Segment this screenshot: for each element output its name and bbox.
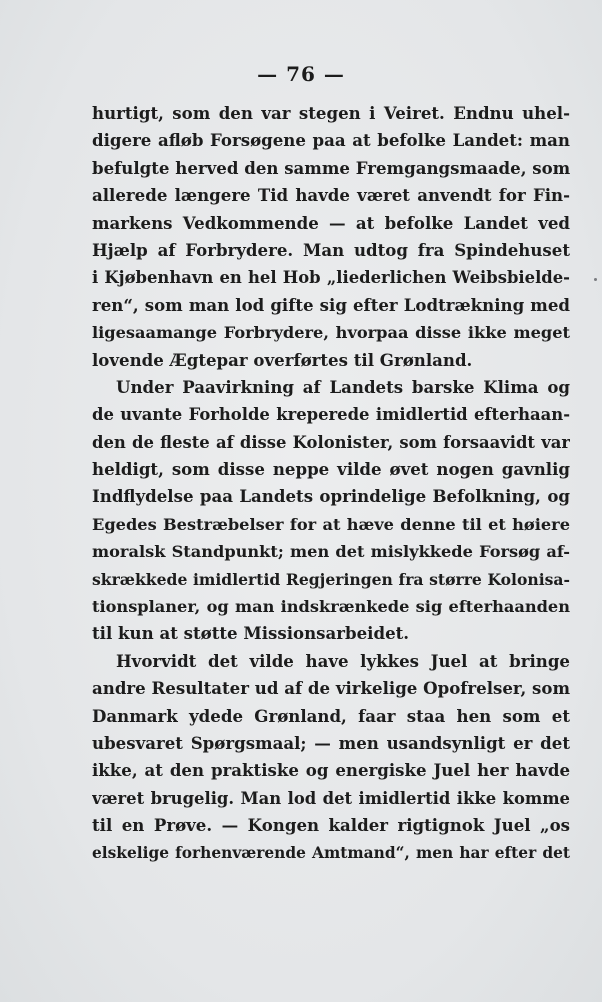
text-line: andre Resultater ud af de virkelige Opofrelser, som (92, 678, 570, 699)
text-line: ligesaamange Forbrydere, hvorpaa disse ikke meget (92, 323, 570, 343)
text-line: ren“, som man lod gifte sig efter Lodtrækning med (92, 294, 570, 315)
paper-speck (594, 278, 597, 281)
text-line: til en Prøve. — Kongen kalder rigtignok Juel „os (92, 815, 570, 836)
text-line: de uvante Forholde kreperede imidlertid efterhaan- (92, 405, 570, 425)
text-line: den de fleste af disse Kolonister, som forsaavidt var (92, 432, 570, 452)
text-line: til kun at støtte Missionsarbeidet. (92, 623, 410, 644)
text-line: ikke, at den praktiske og energiske Juel her havde (92, 760, 570, 781)
text-line: heldigt, som disse neppe vilde øvet nogen gavnlig (92, 459, 570, 480)
text-line: befulgte herved den samme Fremgangsmaade, som (92, 157, 570, 178)
text-line: elskelige forhenværende Amtmand“, men har efter det (92, 843, 570, 862)
text-line: været brugelig. Man lod det imidlertid ikke komme (92, 788, 570, 808)
text-line: Indflydelse paa Landets oprindelige Befolkning, og (92, 486, 570, 507)
text-line: digere afløb Forsøgene paa at befolke Landet: man (92, 130, 570, 151)
text-line: Hjælp af Forbrydere. Man udtog fra Spindehuset (92, 239, 570, 260)
text-line: markens Vedkommende — at befolke Landet ved (92, 212, 570, 233)
text-line: Egedes Bestræbelser for at hæve denne til et høiere (92, 514, 570, 534)
text-line: Hvorvidt det vilde have lykkes Juel at bringe (116, 650, 570, 671)
text-line: hurtigt, som den var stegen i Veiret. Endnu uhel- (92, 103, 570, 123)
text-line: lovende Ægtepar overførtes til Grønland. (92, 349, 473, 370)
text-line: tionsplaner, og man indskrænkede sig efterhaanden (92, 597, 570, 617)
text-line: Danmark ydede Grønland, faar staa hen som et (92, 705, 570, 726)
text-line: ubesvaret Spørgsmaal; — men usandsynligt er det (92, 732, 570, 753)
page-number: — 76 — (257, 62, 345, 86)
text-line: allerede længere Tid havde været anvendt for Fin- (92, 185, 570, 206)
text-line: i Kjøbenhavn en hel Hob „liederlichen Weibsbielde- (92, 268, 570, 288)
text-line: moralsk Standpunkt; men det mislykkede Forsøg af- (92, 542, 570, 562)
body-text (92, 100, 570, 867)
text-line: skrækkede imidlertid Regjeringen fra større Kolonisa- (92, 569, 570, 589)
text-line: Under Paavirkning af Landets barske Klima og (116, 376, 570, 397)
